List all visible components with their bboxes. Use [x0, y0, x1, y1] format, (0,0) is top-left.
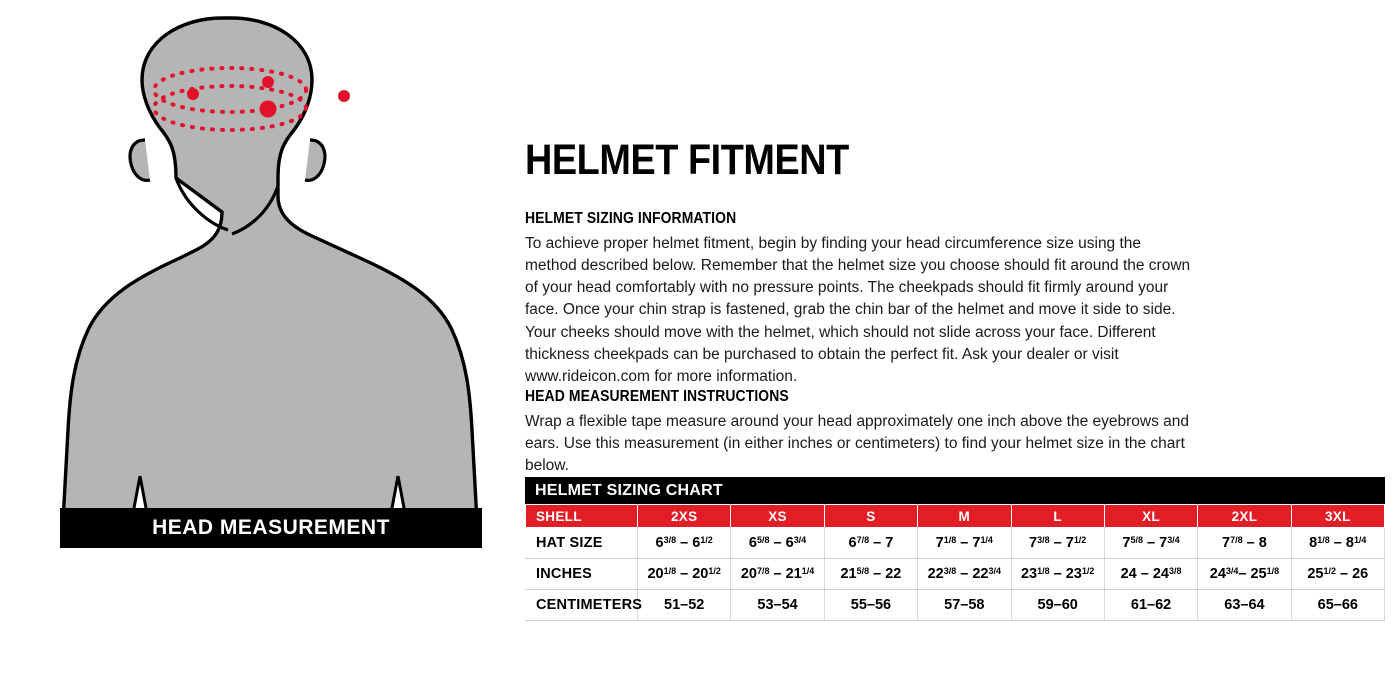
- table-head: [526, 505, 1385, 528]
- section-helmet-sizing-information: [525, 210, 1205, 388]
- chart-title: HELMET SIZING CHART: [525, 477, 1385, 504]
- table-cell: $24^{3/4}-$ $25^{1/8}$: [1198, 559, 1291, 590]
- table-cell: 53–54: [731, 590, 824, 621]
- table-cell: 65–66: [1291, 590, 1384, 621]
- table-cell: 57–58: [918, 590, 1011, 621]
- section-heading-sizing: HELMET SIZING INFORMATION: [525, 210, 737, 227]
- section-heading-measurement: HEAD MEASUREMENT INSTRUCTIONS: [525, 388, 789, 405]
- section-body-measurement: Wrap a flexible tape measure around your head approximately one inch above the eyebrows and ears. Use this measurement (in either inches or centimeters) to find your helmet size in the chart below.: [525, 413, 1190, 475]
- table-cell: $25^{1/2} - 26$: [1291, 559, 1384, 590]
- table-cell: 51–52: [638, 590, 731, 621]
- sizing-table: [525, 504, 1385, 621]
- table-cell: 63–64: [1198, 590, 1291, 621]
- table-cell: $8^{1/8} - 8^{1/4}$: [1291, 528, 1384, 559]
- head-measurement-illustration: [0, 0, 510, 686]
- table-col-header-shell: SHELL: [526, 505, 638, 528]
- table-col-header-l: L: [1011, 505, 1104, 528]
- row-label: CENTIMETERS: [526, 590, 638, 621]
- table-cell: $20^{7/8} - 21^{1/4}$: [731, 559, 824, 590]
- row-label: HAT SIZE: [526, 528, 638, 559]
- table-cell: $7^{7/8} - 8$: [1198, 528, 1291, 559]
- row-label: INCHES: [526, 559, 638, 590]
- table-cell: 59–60: [1011, 590, 1104, 621]
- table-body: [526, 528, 1385, 621]
- table-cell: $6^{3/8} - 6^{1/2}$: [638, 528, 731, 559]
- section-body-sizing: To achieve proper helmet fitment, begin by finding your head circumference size using the method described below. Remember that the helmet size you choose should fit around the crown of your head comfortably with no pressure points. The cheekpads should fit firmly around your face. Once your chin strap is fastened, grab the chin bar of the helmet and move it side to side. Your cheeks should move with the helmet, which should not slide across your face. Different thickness cheekpads can be purchased to obtain the perfect fit. Ask your dealer or visit www.rideicon.com for more information.: [525, 235, 1191, 385]
- table-cell: $7^{5/8} - 7^{3/4}$: [1104, 528, 1197, 559]
- table-cell: 55–56: [824, 590, 917, 621]
- table-col-header-xl: XL: [1104, 505, 1197, 528]
- section-head-measurement-instructions: [525, 388, 1205, 477]
- table-row: [526, 590, 1385, 621]
- table-row: [526, 528, 1385, 559]
- table-cell: $6^{7/8} - 7$: [824, 528, 917, 559]
- table-col-header-s: S: [824, 505, 917, 528]
- table-col-header-3xl: 3XL: [1291, 505, 1384, 528]
- table-cell: $7^{1/8} - 7^{1/4}$: [918, 528, 1011, 559]
- table-cell: $20^{1/8} - 20^{1/2}$: [638, 559, 731, 590]
- table-cell: $24 - 24^{3/8}$: [1104, 559, 1197, 590]
- head-measurement-caption: HEAD MEASUREMENT: [60, 508, 482, 548]
- table-header-row: [526, 505, 1385, 528]
- table-cell: $6^{5/8} - 6^{3/4}$: [731, 528, 824, 559]
- table-cell: $21^{5/8} - 22$: [824, 559, 917, 590]
- fitment-content: [525, 0, 1385, 686]
- torso-diagram: [0, 0, 510, 686]
- table-col-header-2xl: 2XL: [1198, 505, 1291, 528]
- table-col-header-2xs: 2XS: [638, 505, 731, 528]
- table-col-header-m: M: [918, 505, 1011, 528]
- table-cell: 61–62: [1104, 590, 1197, 621]
- table-col-header-xs: XS: [731, 505, 824, 528]
- table-cell: $22^{3/8} - 22^{3/4}$: [918, 559, 1011, 590]
- page-title: HELMET FITMENT: [525, 136, 849, 184]
- table-row: [526, 559, 1385, 590]
- table-cell: $23^{1/8} - 23^{1/2}$: [1011, 559, 1104, 590]
- table-cell: $7^{3/8} - 7^{1/2}$: [1011, 528, 1104, 559]
- helmet-sizing-chart: [525, 477, 1385, 621]
